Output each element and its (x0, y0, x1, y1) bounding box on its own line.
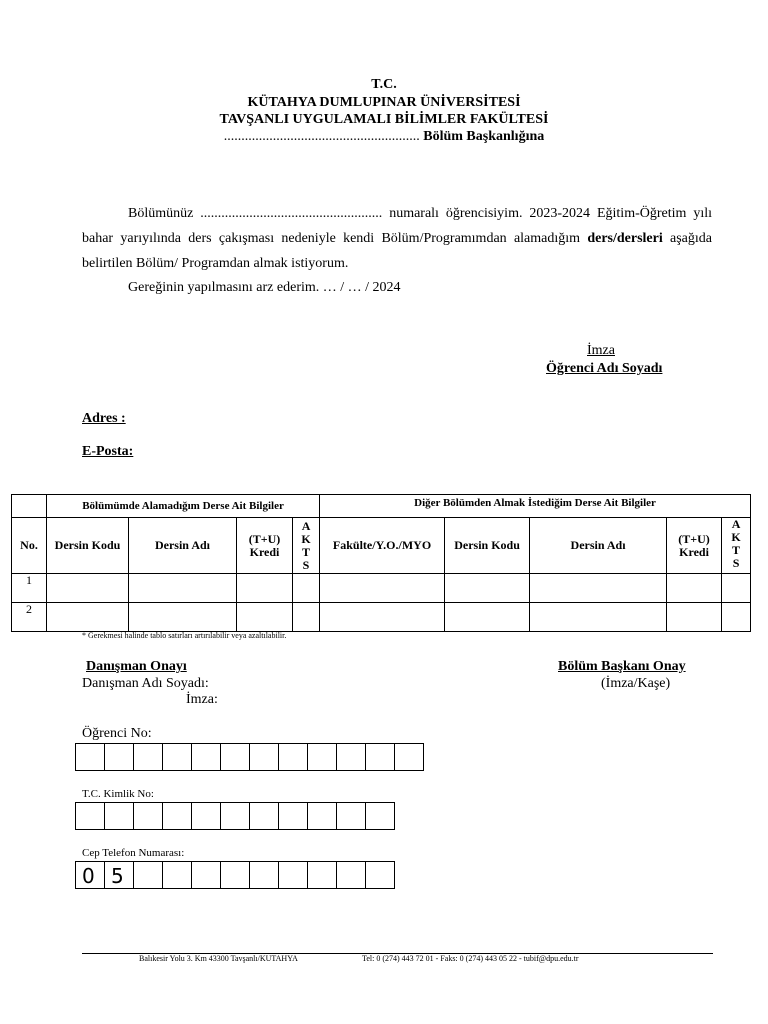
digit-box[interactable] (249, 802, 279, 830)
petition-paragraph (82, 201, 712, 276)
footer-address: Balıkesir Yolu 3. Km 43300 Tavşanlı/KUTAHYA (139, 954, 298, 963)
col-header-code2: Dersin Kodu (445, 518, 530, 574)
cell-input[interactable] (293, 574, 320, 603)
header-university: KÜTAHYA DUMLUPINAR ÜNİVERSİTESİ (247, 95, 521, 110)
cell-input[interactable] (129, 603, 237, 632)
cell-input[interactable] (530, 574, 667, 603)
digit-box[interactable] (365, 743, 395, 771)
table-corner (12, 495, 47, 518)
address-label: Adres : (82, 411, 126, 426)
digit-box[interactable] (220, 743, 250, 771)
digit-box[interactable] (133, 802, 163, 830)
col-header-credit2: (T+U) Kredi (667, 518, 722, 574)
digit-box[interactable] (75, 802, 105, 830)
table-note: * Gerekmesi halinde tablo satırları artırılabilir veya azaltılabilir. (82, 631, 287, 640)
table-row (12, 603, 751, 632)
cell-input[interactable] (445, 603, 530, 632)
digit-box[interactable]: 5 (104, 861, 134, 889)
digit-box[interactable] (278, 861, 308, 889)
student-no-label: Öğrenci No: (82, 726, 152, 741)
col-header-faculty: Fakülte/Y.O./MYO (320, 518, 445, 574)
cell-input[interactable] (237, 603, 293, 632)
advisor-sign-label: İmza: (186, 692, 218, 707)
cell-input[interactable] (47, 574, 129, 603)
digit-box[interactable] (278, 743, 308, 771)
cell-input[interactable] (445, 574, 530, 603)
petition-text-c: aşağıda belirtilen Bölüm/ Programdan almak istiyorum. (82, 231, 712, 271)
digit-box[interactable] (162, 861, 192, 889)
petition-text-bold: ders/dersleri (587, 231, 663, 246)
head-title: Bölüm Başkanı Onay (558, 659, 686, 674)
advisor-name-label: Danışman Adı Soyadı: (82, 676, 209, 691)
petition-closing: Gereğinin yapılmasını arz ederim. … / … / 2024 (128, 280, 401, 295)
cell-input[interactable] (722, 574, 751, 603)
cell-input[interactable] (293, 603, 320, 632)
digit-box[interactable] (307, 861, 337, 889)
digit-box[interactable] (394, 743, 424, 771)
header-faculty: TAVŞANLI UYGULAMALI BİLİMLER FAKÜLTESİ (219, 112, 549, 127)
cell-input[interactable] (722, 603, 751, 632)
digit-box[interactable] (162, 802, 192, 830)
cell-input[interactable] (667, 603, 722, 632)
digit-box[interactable] (307, 743, 337, 771)
cell-input[interactable] (237, 574, 293, 603)
advisor-title: Danışman Onayı (86, 659, 187, 674)
digit-box[interactable] (249, 743, 279, 771)
group-header-left: Bölümümde Alamadığım Derse Ait Bilgiler (47, 495, 320, 518)
cell-input[interactable] (530, 603, 667, 632)
digit-box[interactable] (162, 743, 192, 771)
digit-box[interactable] (336, 861, 366, 889)
header-tc: T.C. (371, 77, 397, 92)
digit-box[interactable] (104, 743, 134, 771)
row-number: 1 (12, 574, 47, 603)
digit-box[interactable] (336, 802, 366, 830)
col-header-name2: Dersin Adı (530, 518, 667, 574)
digit-box[interactable] (191, 802, 221, 830)
cell-input[interactable] (47, 603, 129, 632)
col-header-akts2: A K T S (722, 518, 751, 574)
digit-box[interactable] (75, 743, 105, 771)
cell-input[interactable] (320, 603, 445, 632)
email-label: E-Posta: (82, 444, 134, 459)
header-addressee-line (0, 128, 768, 146)
tc-label: T.C. Kimlik No: (82, 788, 154, 800)
col-header-name: Dersin Adı (129, 518, 237, 574)
head-sign-label: (İmza/Kaşe) (601, 676, 671, 691)
digit-box[interactable] (365, 861, 395, 889)
phone-label: Cep Telefon Numarası: (82, 847, 185, 859)
addressee-dots: ........................................................ (223, 129, 420, 144)
digit-box[interactable] (133, 861, 163, 889)
footer-contact: Tel: 0 (274) 443 72 01 - Faks: 0 (274) 443 05 22 - tubif@dpu.edu.tr (362, 954, 579, 963)
table-row (12, 574, 751, 603)
digit-box[interactable] (278, 802, 308, 830)
group-header-right: Diğer Bölümden Almak İstediğim Derse Ait Bilgiler (320, 495, 751, 518)
cell-input[interactable] (129, 574, 237, 603)
cell-input[interactable] (320, 574, 445, 603)
student-name-label: Öğrenci Adı Soyadı (546, 361, 663, 376)
digit-box[interactable] (191, 743, 221, 771)
digit-box[interactable] (220, 861, 250, 889)
row-number: 2 (12, 603, 47, 632)
digit-box[interactable] (104, 802, 134, 830)
col-header-akts: A K T S (293, 518, 320, 574)
col-header-code: Dersin Kodu (47, 518, 129, 574)
col-header-no: No. (12, 518, 47, 574)
tc-grid (75, 802, 395, 830)
digit-box[interactable]: 0 (75, 861, 105, 889)
student-no-grid (75, 743, 424, 771)
digit-box[interactable] (307, 802, 337, 830)
petition-text-b: numaralı öğrencisiyim. 2023-2024 Eğitim-Öğretim yılı bahar yarıyılında ders çakışması nedeniyle kendi Bölüm/Programımdan alamadığım (82, 206, 712, 246)
course-table (11, 494, 751, 632)
digit-box[interactable] (249, 861, 279, 889)
petition-text-a: Bölümünüz (128, 206, 194, 221)
digit-box[interactable] (336, 743, 366, 771)
signature-label: İmza (587, 343, 615, 358)
student-number-dots: .................................................... (200, 206, 383, 221)
col-header-credit: (T+U) Kredi (237, 518, 293, 574)
digit-box[interactable] (365, 802, 395, 830)
phone-grid (75, 861, 395, 889)
cell-input[interactable] (667, 574, 722, 603)
digit-box[interactable] (133, 743, 163, 771)
addressee: Bölüm Başkanlığına (423, 129, 545, 144)
digit-box[interactable] (191, 861, 221, 889)
digit-box[interactable] (220, 802, 250, 830)
